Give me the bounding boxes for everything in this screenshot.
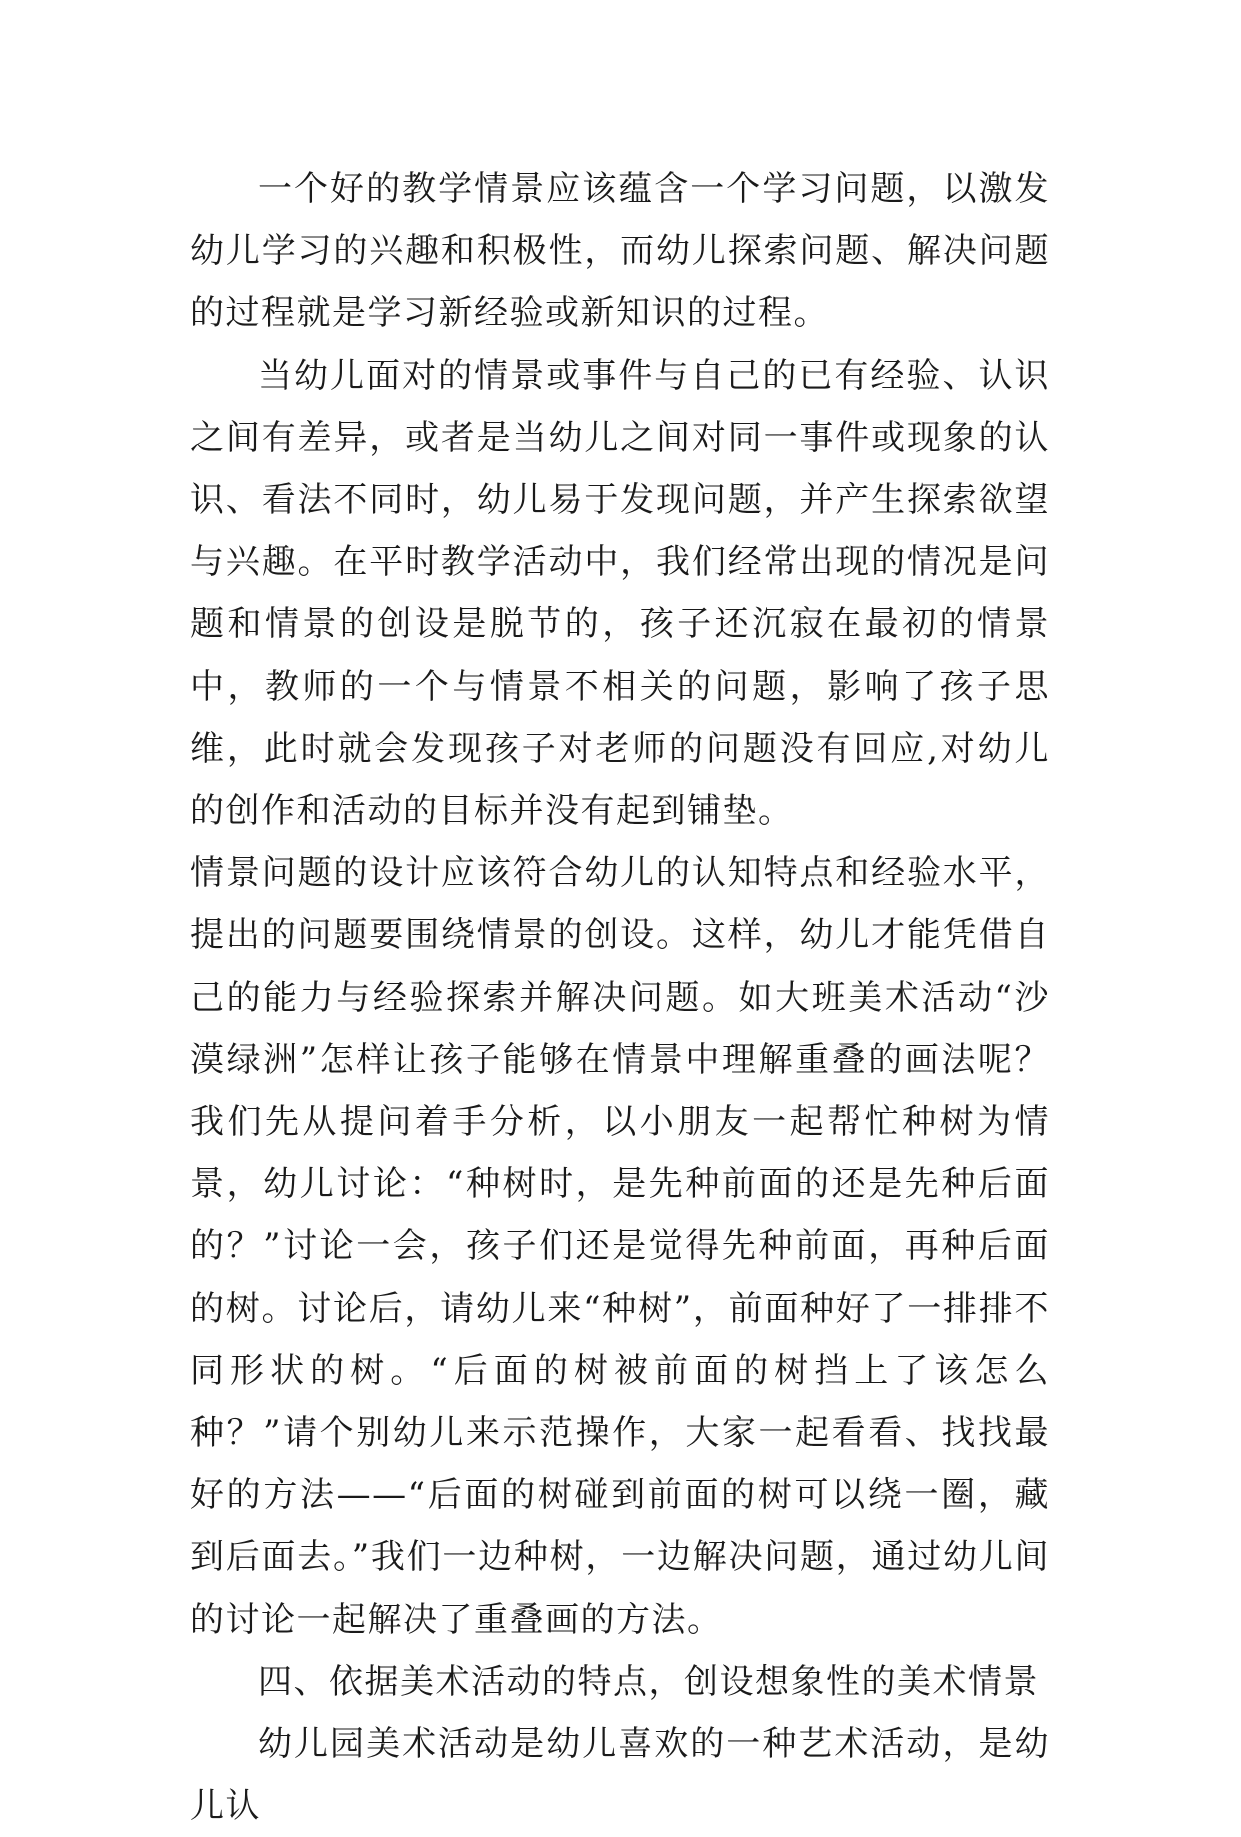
body-text — [190, 158, 1050, 1837]
paragraph-1: 一个好的教学情景应该蕴含一个学习问题，以激发幼儿学习的兴趣和积极性，而幼儿探索问题、解决问题的过程就是学习新经验或新知识的过程。 — [190, 169, 1050, 334]
paragraph-3: 情景问题的设计应该符合幼儿的认知特点和经验水平，提出的问题要围绕情景的创设。这样，幼儿才能凭借自己的能力与经验探索并解决问题。如大班美术活动“沙漠绿洲”怎样让孩子能够在情景中理解重叠的画法呢？我们先从提问着手分析，以小朋友一起帮忙种树为情景，幼儿讨论：“种树时，是先种前面的还是先种后面的？”讨论一会，孩子们还是觉得先种前面，再种后面的树。讨论后，请幼儿来“种树”，前面种好了一排排不同形状的树。“后面的树被前面的树挡上了该怎么种？”请个别幼儿来示范操作，大家一起看看、找找最好的方法——“后面的树碰到前面的树可以绕一圈，藏到后面去。”我们一边种树，一边解决问题，通过幼儿间的讨论一起解决了重叠画的方法。 — [190, 853, 1050, 1640]
paragraph-4: 幼儿园美术活动是幼儿喜欢的一种艺术活动，是幼儿认 — [190, 1724, 1050, 1827]
paragraph-2: 当幼儿面对的情景或事件与自己的已有经验、认识之间有差异，或者是当幼儿之间对同一事件或现象的认识、看法不同时，幼儿易于发现问题，并产生探索欲望与兴趣。在平时教学活动中，我们经常出现的情况是问题和情景的创设是脱节的，孩子还沉寂在最初的情景中，教师的一个与情景不相关的问题，影响了孩子思维，此时就会发现孩子对老师的问题没有回应,对幼儿的创作和活动的目标并没有起到铺垫。 — [190, 355, 1050, 832]
section-heading: 四、依据美术活动的特点，创设想象性的美术情景 — [258, 1661, 1039, 1702]
